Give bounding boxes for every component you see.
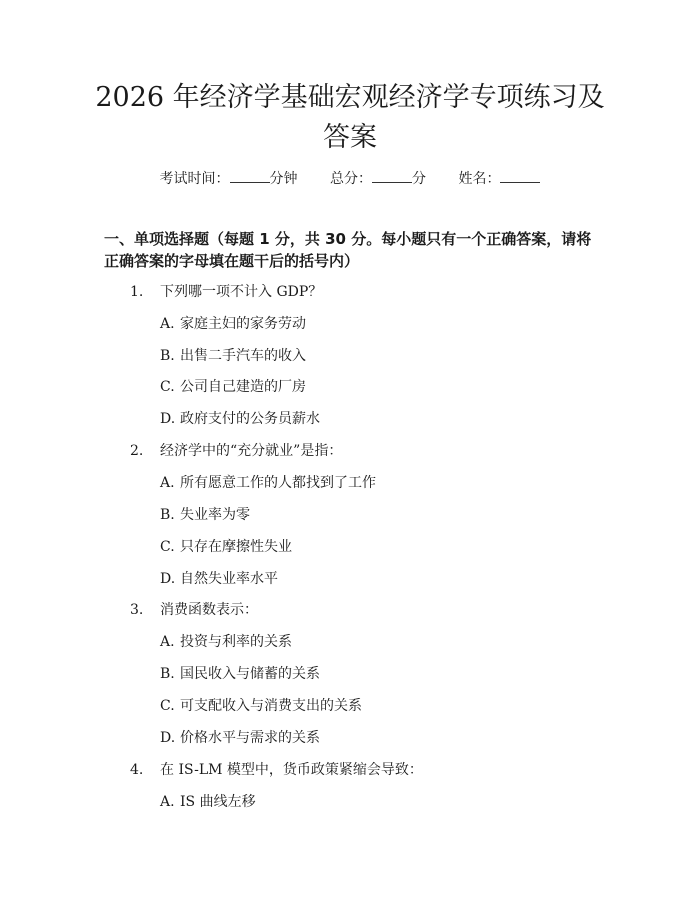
option-2a bbox=[160, 473, 376, 493]
total-score-unit: 分 bbox=[412, 171, 426, 187]
student-name bbox=[458, 168, 540, 189]
question-number: 2. bbox=[130, 443, 144, 459]
option-text: 可支配收入与消费支出的关系 bbox=[180, 698, 362, 714]
option-3a bbox=[160, 632, 292, 652]
option-3c bbox=[160, 696, 362, 716]
option-letter: A. bbox=[160, 316, 175, 332]
option-2b bbox=[160, 505, 250, 525]
option-text: 投资与利率的关系 bbox=[180, 634, 292, 650]
option-1c bbox=[160, 377, 306, 397]
student-name-blank bbox=[500, 168, 540, 183]
option-text: 家庭主妇的家务劳动 bbox=[180, 316, 306, 332]
question-text: 在 IS-LM 模型中，货币政策紧缩会导致： bbox=[160, 762, 423, 778]
option-text: 价格水平与需求的关系 bbox=[180, 730, 320, 746]
question-text: 消费函数表示： bbox=[160, 602, 258, 618]
exam-info bbox=[0, 168, 700, 189]
question-2 bbox=[130, 441, 342, 461]
exam-time-unit: 分钟 bbox=[269, 171, 298, 187]
total-score bbox=[330, 168, 426, 189]
question-text: 下列哪一项不计入 GDP？ bbox=[160, 284, 323, 300]
document-title: 2026 年经济学基础宏观经济学专项练习及答案 bbox=[95, 82, 605, 153]
total-score-label: 总分： bbox=[330, 171, 372, 187]
option-letter: C. bbox=[160, 698, 175, 714]
option-3d bbox=[160, 728, 320, 748]
question-4 bbox=[130, 760, 423, 780]
option-text: 政府支付的公务员薪水 bbox=[180, 411, 320, 427]
option-text: 国民收入与储蓄的关系 bbox=[180, 666, 320, 682]
option-text: 出售二手汽车的收入 bbox=[180, 348, 306, 364]
question-text: 经济学中的“充分就业”是指： bbox=[160, 443, 343, 459]
option-letter: B. bbox=[160, 348, 175, 364]
option-3b bbox=[160, 664, 320, 684]
option-letter: D. bbox=[160, 730, 176, 746]
option-letter: D. bbox=[160, 411, 176, 427]
exam-time-label: 考试时间： bbox=[159, 171, 230, 187]
option-letter: C. bbox=[160, 539, 175, 555]
question-number: 1. bbox=[130, 284, 144, 300]
total-score-blank bbox=[372, 168, 412, 183]
option-letter: A. bbox=[160, 634, 175, 650]
question-number: 4. bbox=[130, 762, 144, 778]
exam-time-blank bbox=[230, 168, 270, 183]
option-2d bbox=[160, 569, 278, 589]
option-letter: A. bbox=[160, 794, 175, 810]
option-text: IS 曲线左移 bbox=[180, 794, 256, 810]
question-number: 3. bbox=[130, 602, 144, 618]
option-letter: B. bbox=[160, 507, 175, 523]
option-text: 失业率为零 bbox=[180, 507, 250, 523]
exam-time bbox=[160, 168, 298, 189]
option-1a bbox=[160, 314, 306, 334]
student-name-label: 姓名： bbox=[458, 171, 501, 187]
option-letter: A. bbox=[160, 475, 175, 491]
question-1 bbox=[130, 282, 322, 302]
option-letter: B. bbox=[160, 666, 175, 682]
option-letter: C. bbox=[160, 379, 175, 395]
option-text: 自然失业率水平 bbox=[180, 571, 278, 587]
option-2c bbox=[160, 537, 292, 557]
section-heading: 一、单项选择题（每题 1 分，共 30 分。每小题只有一个正确答案，请将正确答案的字母填在题干后的括号内） bbox=[104, 230, 592, 270]
question-3 bbox=[130, 600, 258, 620]
option-letter: D. bbox=[160, 571, 176, 587]
option-1b bbox=[160, 346, 306, 366]
option-text: 公司自己建造的厂房 bbox=[180, 379, 306, 395]
option-1d bbox=[160, 409, 320, 429]
option-text: 所有愿意工作的人都找到了工作 bbox=[180, 475, 376, 491]
option-text: 只存在摩擦性失业 bbox=[180, 539, 292, 555]
option-4a bbox=[160, 792, 256, 812]
